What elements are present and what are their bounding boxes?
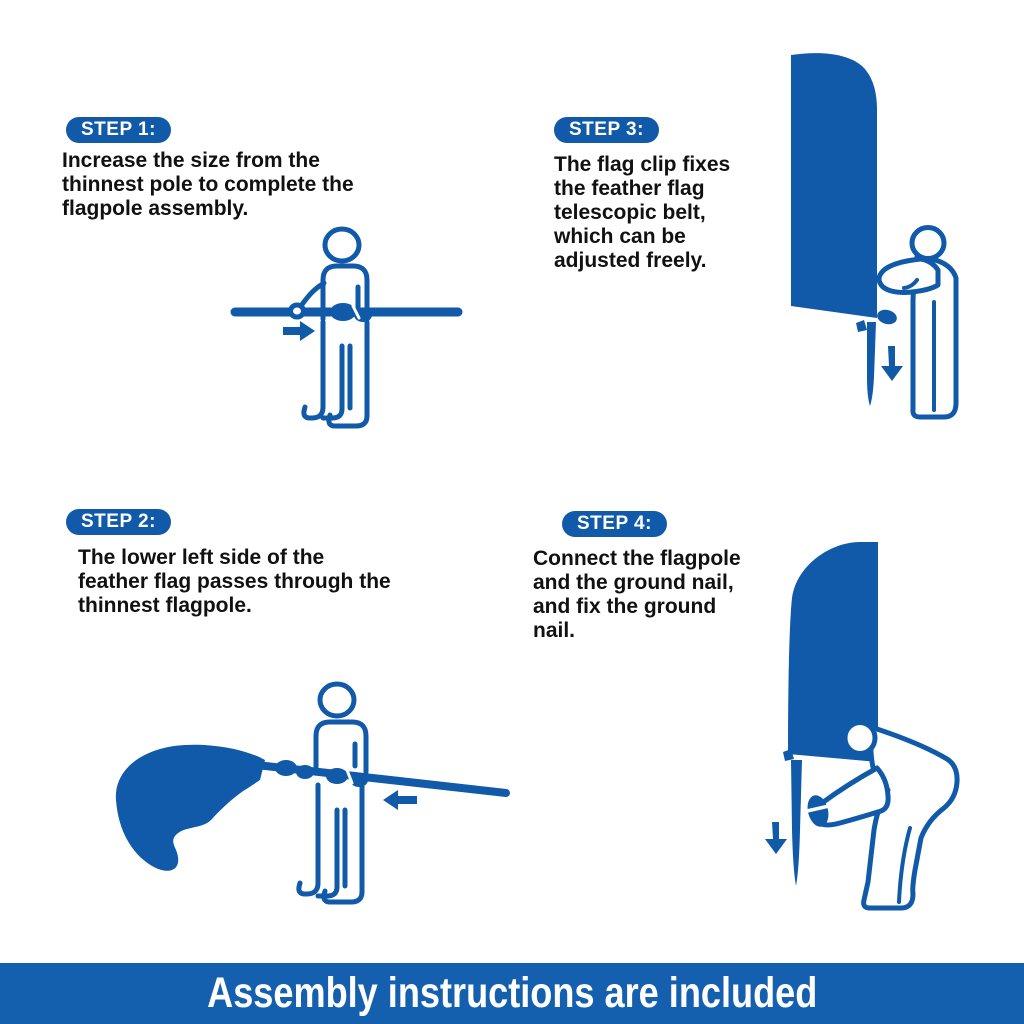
step4-text-line3: and fix the ground xyxy=(533,595,717,618)
step4-illustration xyxy=(760,530,1024,950)
step4-text xyxy=(533,547,741,643)
footer-banner-text: Assembly instructions are included xyxy=(206,969,818,1017)
step3-illustration xyxy=(780,40,1024,440)
step3-text-line4: which can be xyxy=(554,225,686,248)
right-arrow-icon xyxy=(283,321,315,341)
feather-flag xyxy=(791,53,877,318)
step1-illustration xyxy=(220,215,480,445)
step2-badge: STEP 2: xyxy=(66,509,171,535)
step1-text-line2: thinnest pole to complete the xyxy=(62,173,354,196)
person-head xyxy=(320,684,354,716)
person-leg xyxy=(318,810,337,896)
step3-text-line5: adjusted freely. xyxy=(554,249,707,272)
person-head xyxy=(912,228,944,259)
flag-sleeve xyxy=(296,765,314,779)
step2-text-line1: The lower left side of the xyxy=(78,546,325,569)
step3-badge: STEP 3: xyxy=(554,117,659,143)
step1-badge: STEP 1: xyxy=(66,117,171,143)
step3-text-line2: the feather flag xyxy=(554,177,705,200)
person-torso xyxy=(316,722,366,772)
person-hand xyxy=(350,773,368,787)
step1-text-line1: Increase the size from the xyxy=(62,149,320,172)
step3-text xyxy=(554,153,730,273)
step3-text-line3: telescopic belt, xyxy=(554,201,706,224)
ground-nail xyxy=(791,760,802,886)
step3-text-line1: The flag clip fixes xyxy=(554,153,731,176)
step2-text-line3: thinnest flagpole. xyxy=(78,594,252,617)
step2-text-line2: feather flag passes through the xyxy=(78,570,391,593)
step1-text xyxy=(62,149,354,221)
crumpled-feather-flag xyxy=(116,745,265,871)
person-bent-body xyxy=(864,727,957,908)
step2-text xyxy=(78,546,391,618)
person-leg xyxy=(323,346,342,418)
person-head xyxy=(845,723,875,754)
flag-clip xyxy=(856,320,867,332)
footer-banner xyxy=(0,963,1024,1024)
step2-illustration xyxy=(90,660,530,950)
person-hand xyxy=(326,768,348,784)
person-leg xyxy=(299,785,318,894)
down-arrow-icon xyxy=(881,346,903,381)
step4-text-line1: Connect the flagpole xyxy=(533,547,741,570)
person-head xyxy=(325,229,359,261)
step1-text-line3: flagpole assembly. xyxy=(62,197,249,220)
flag-sleeve xyxy=(275,760,297,776)
step4-text-line2: and the ground nail, xyxy=(533,571,734,594)
person-fist xyxy=(291,305,304,317)
step4-text-line4: nail. xyxy=(533,619,576,642)
down-arrow-icon xyxy=(765,822,787,854)
ground-nail xyxy=(867,322,876,406)
person-hand xyxy=(876,308,899,327)
step4-badge: STEP 4: xyxy=(562,511,667,537)
left-arrow-icon xyxy=(383,790,417,810)
